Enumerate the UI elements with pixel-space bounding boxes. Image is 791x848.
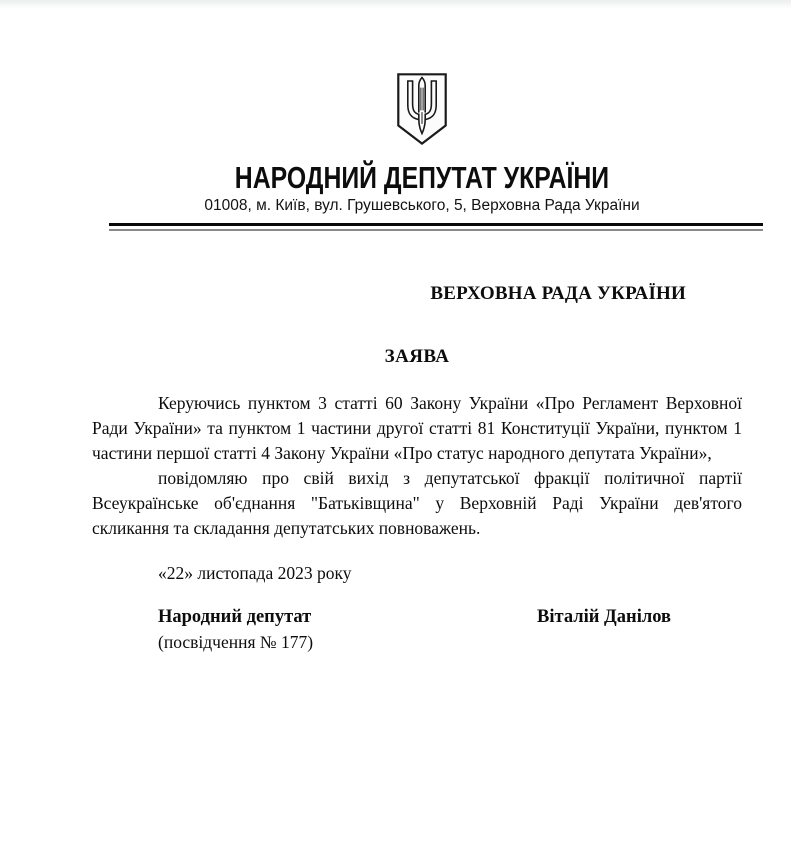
letterhead-title: НАРОДНИЙ ДЕПУТАТ УКРАЇНИ: [234, 160, 610, 195]
date-line: «22» листопада 2023 року: [158, 563, 352, 583]
letterhead: [92, 0, 752, 215]
document-title: ЗАЯВА: [384, 346, 450, 367]
paragraph-legal-basis: Керуючись пунктом 3 статті 60 Закону України «Про Регламент Верховної Ради України» та пунктом 1 частини другої статті 81 Конституції України, пунктом 1 частини першої статті 4 Закону України «Про статус народного депутата України»,: [92, 393, 742, 463]
signature-position: Народний депутат: [158, 607, 312, 627]
rule-black-line: [109, 223, 763, 226]
letterhead-address: 01008, м. Київ, вул. Грушевського, 5, Верховна Рада України: [204, 197, 640, 214]
signature-row: [92, 605, 742, 630]
ukraine-tryzub-coat-of-arms-icon: [397, 73, 447, 145]
rule-gray-line: [109, 229, 763, 231]
paragraph-statement: повідомляю про свій вихід з депутатської фракції політичної партії Всеукраїнське об'єднання "Батьківщина" у Верховній Раді України дев'ятого скликання та складання депутатських повноважень.: [92, 468, 742, 538]
letterhead-rule: [109, 223, 763, 231]
body-text: [92, 391, 742, 541]
document-body: [92, 282, 742, 655]
signature-name: Віталій Данілов: [537, 607, 671, 627]
addressee: ВЕРХОВНА РАДА УКРАЇНИ: [430, 283, 686, 304]
signature-credential: (посвідчення № 177): [158, 632, 314, 652]
